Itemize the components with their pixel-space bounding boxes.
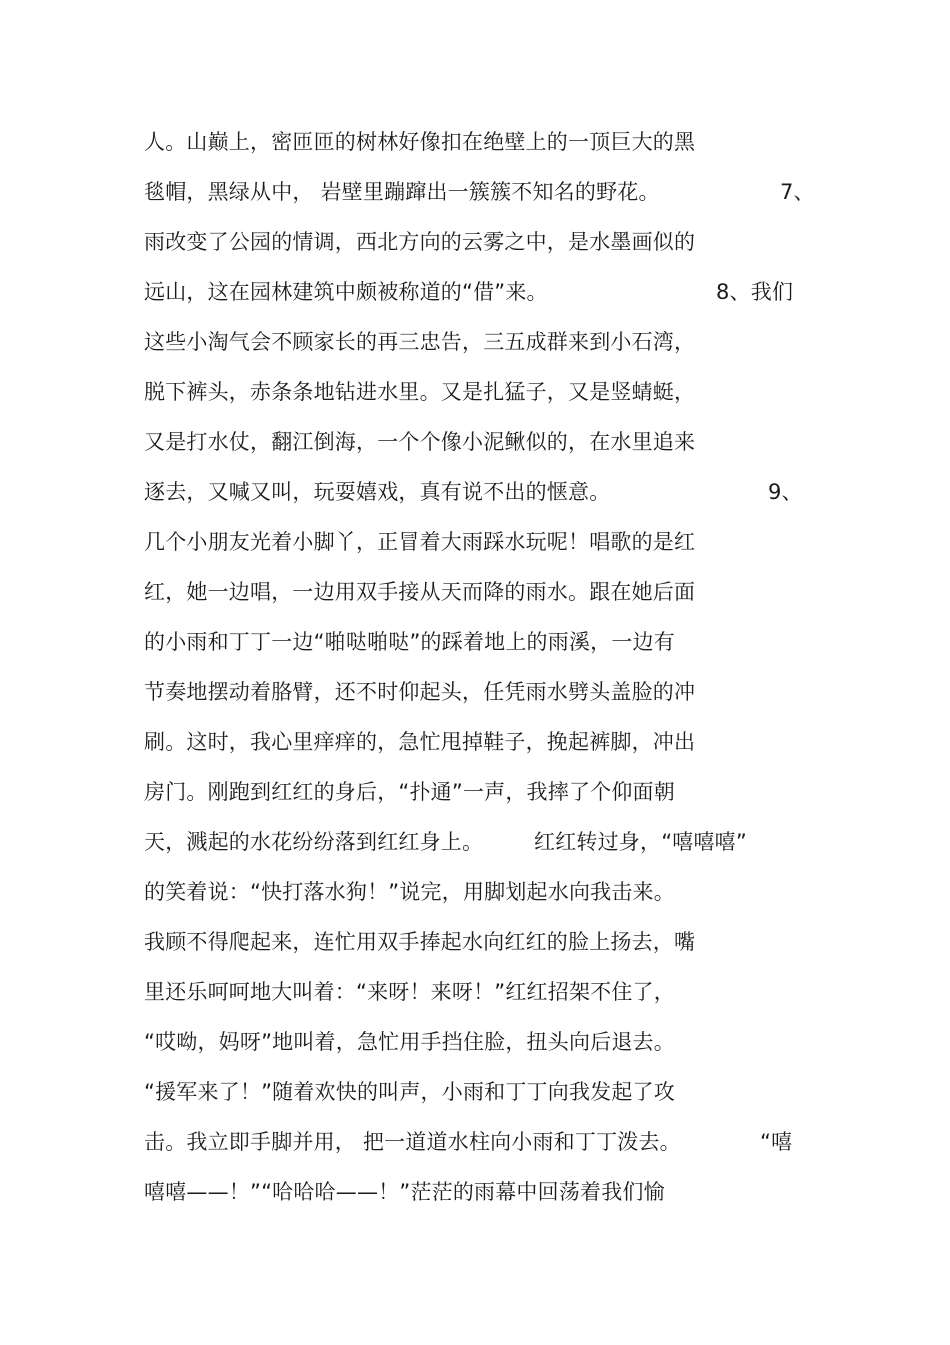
text-line-11 (144, 627, 675, 657)
text-line-4 (144, 277, 794, 307)
line-text: 的笑着说：“快打落水狗！”说完，用脚划起水向我击来。 (144, 880, 675, 904)
text-line-20 (144, 1077, 675, 1107)
line-text: 远山，这在园林建筑中颇被称道的“借”来。 (144, 280, 548, 304)
text-line-13 (144, 727, 696, 757)
line-text: 几个小朋友光着小脚丫，正冒着大雨踩水玩呢！唱歌的是红 (144, 530, 696, 554)
line-text: 节奏地摆动着胳臂，还不时仰起头，任凭雨水劈头盖脸的冲 (144, 680, 696, 704)
text-line-17 (144, 927, 696, 957)
text-line-5 (144, 327, 696, 357)
line-text: 又是打水仗，翻江倒海，一个个像小泥鳅似的，在水里追来 (144, 430, 696, 454)
text-line-10 (144, 577, 696, 607)
line-text: 红，她一边唱，一边用双手接从天而降的雨水。跟在她后面 (144, 580, 696, 604)
text-line-7 (144, 427, 696, 457)
text-line-6 (144, 377, 696, 407)
text-line-18 (144, 977, 675, 1007)
line-text: 的小雨和丁丁一边“啪哒啪哒”的踩着地上的雨溪，一边有 (144, 630, 675, 654)
text-line-22 (144, 1177, 665, 1207)
line-text: 脱下裤头，赤条条地钻进水里。又是扎猛子，又是竖蜻蜓， (144, 380, 696, 404)
text-line-16 (144, 877, 675, 907)
text-line-14 (144, 777, 675, 807)
line-tail-text: 7、 (780, 180, 815, 204)
line-text: “援军来了！”随着欢快的叫声，小雨和丁丁向我发起了攻 (144, 1080, 675, 1104)
text-line-15 (144, 827, 747, 857)
text-line-21 (144, 1127, 793, 1157)
line-text: 击。我立即手脚并用， 把一道道水柱向小雨和丁丁泼去。 (144, 1130, 681, 1154)
text-line-12 (144, 677, 696, 707)
line-tail-text: 红红转过身，“嘻嘻嘻” (534, 830, 747, 854)
line-text: 我顾不得爬起来，连忙用双手捧起水向红红的脸上扬去，嘴 (144, 930, 696, 954)
line-text: 人。山巅上，密匝匝的树林好像扣在绝壁上的一顶巨大的黑 (144, 130, 696, 154)
text-line-8 (144, 477, 803, 507)
line-text: 刷。这时，我心里痒痒的，急忙甩掉鞋子，挽起裤脚，冲出 (144, 730, 696, 754)
line-text: 里还乐呵呵地大叫着：“来呀！来呀！”红红招架不住了， (144, 980, 675, 1004)
line-text: 逐去，又喊又叫，玩耍嬉戏，真有说不出的惬意。 (144, 480, 611, 504)
line-text: 雨改变了公园的情调，西北方向的云雾之中，是水墨画似的 (144, 230, 696, 254)
line-text: 房门。刚跑到红红的身后，“扑通”一声，我摔了个仰面朝 (144, 780, 675, 804)
line-text: 毯帽，黑绿从中， 岩壁里蹦蹿出一簇簇不知名的野花。 (144, 180, 660, 204)
text-line-1 (144, 127, 696, 157)
text-line-9 (144, 527, 696, 557)
line-text: “哎呦，妈呀”地叫着，急忙用手挡住脸，扭头向后退去。 (144, 1030, 675, 1054)
line-text: 嘻嘻——！”“哈哈哈——！”茫茫的雨幕中回荡着我们愉 (144, 1180, 665, 1204)
text-line-3 (144, 227, 696, 257)
line-tail-text: 8、我们 (716, 280, 794, 304)
text-line-2 (144, 177, 815, 207)
line-text: 这些小淘气会不顾家长的再三忠告，三五成群来到小石湾， (144, 330, 696, 354)
line-tail-text: 9、 (768, 480, 803, 504)
line-text: 天，溅起的水花纷纷落到红红身上。 (144, 830, 484, 854)
text-line-19 (144, 1027, 675, 1057)
line-tail-text: “嘻 (760, 1130, 793, 1154)
